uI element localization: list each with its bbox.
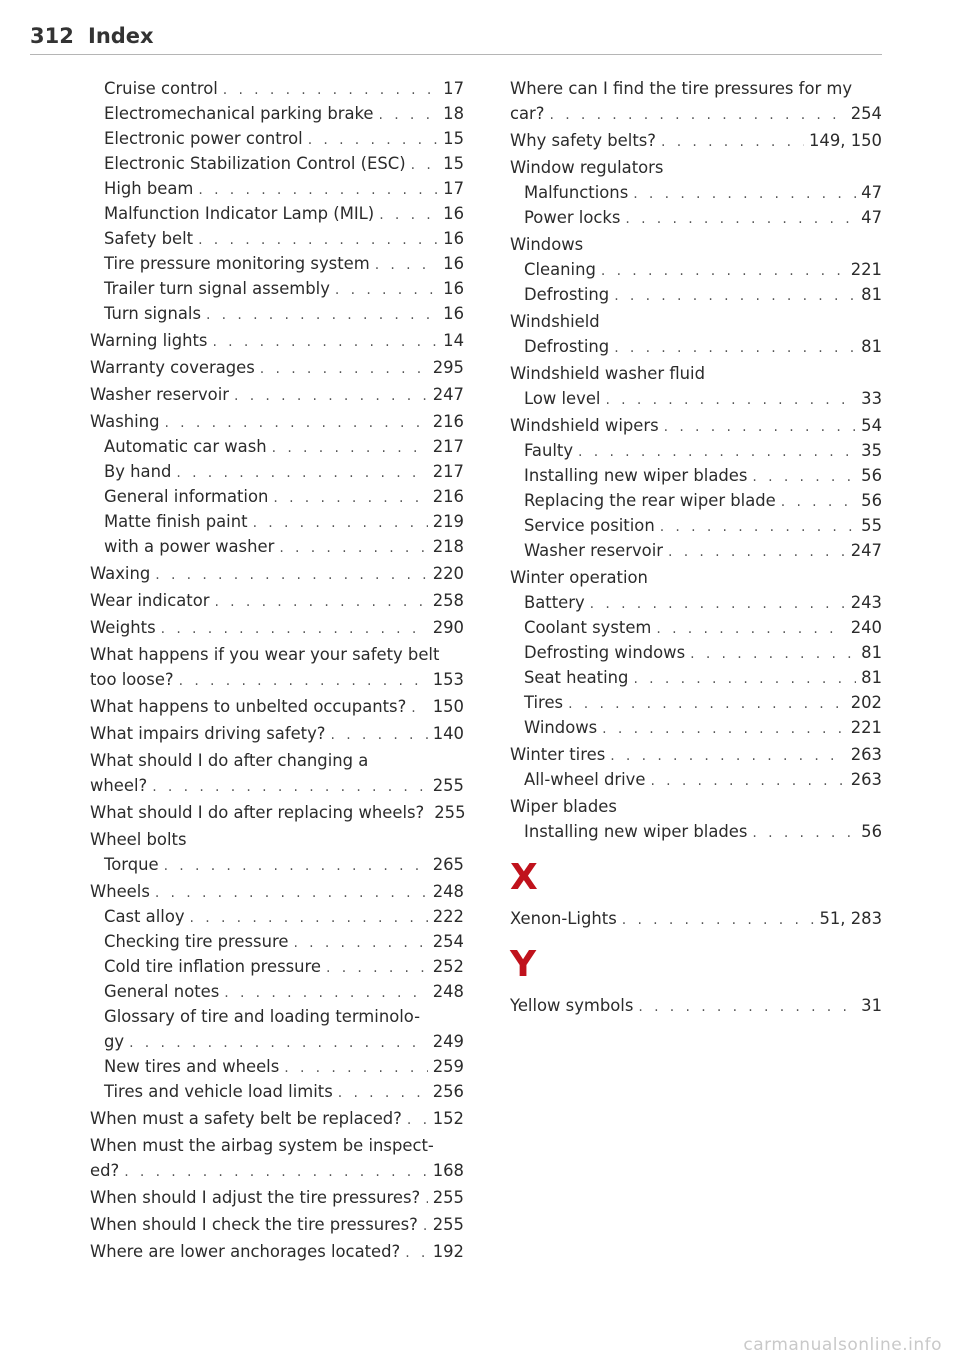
entry-term: Electronic Stabilization Control (ESC) xyxy=(104,154,406,173)
index-entry xyxy=(510,101,882,126)
page-reference[interactable]: 17 xyxy=(443,79,464,98)
index-entry xyxy=(510,513,882,538)
dot-leader xyxy=(212,330,438,355)
entry-term: General information xyxy=(104,487,269,506)
index-entry xyxy=(510,819,882,844)
index-entry xyxy=(90,852,464,877)
page-reference[interactable]: 18 xyxy=(443,104,464,123)
entry-term: General notes xyxy=(104,982,220,1001)
entry-term: When should I check the tire pressures? xyxy=(90,1215,418,1234)
page-reference[interactable]: 221 xyxy=(850,260,882,279)
entry-term: Why safety belts? xyxy=(510,131,656,150)
entry-term: Coolant system xyxy=(524,618,652,637)
entry-term: ed? xyxy=(90,1161,120,1180)
page-number: 312 xyxy=(30,24,74,48)
index-entry xyxy=(510,538,882,563)
entry-term: Defrosting xyxy=(524,337,610,356)
index-entry xyxy=(510,640,882,665)
page-reference[interactable]: 255 xyxy=(432,1188,464,1207)
entry-term: Xenon-Lights xyxy=(510,909,617,928)
dot-leader xyxy=(614,284,856,309)
dot-leader xyxy=(407,1108,428,1133)
index-entry xyxy=(510,386,882,411)
page-reference[interactable]: 216 xyxy=(432,412,464,431)
entry-term: When must a safety belt be replaced? xyxy=(90,1109,402,1128)
index-entry xyxy=(510,282,882,307)
page-reference[interactable]: 47 xyxy=(861,183,882,202)
entry-term: Installing new wiper blades xyxy=(524,822,748,841)
page-reference[interactable]: 16 xyxy=(443,229,464,248)
dot-leader xyxy=(590,592,846,617)
index-heading: When must the airbag system be inspect- xyxy=(90,1136,434,1155)
page-reference[interactable]: 248 xyxy=(432,882,464,901)
page-reference[interactable]: 255 xyxy=(432,1215,464,1234)
dot-leader xyxy=(690,642,856,667)
page-reference[interactable]: 56 xyxy=(861,466,882,485)
dot-leader xyxy=(614,336,856,361)
page-reference[interactable]: 220 xyxy=(432,564,464,583)
entry-term: Warning lights xyxy=(90,331,208,350)
page-reference[interactable]: 249 xyxy=(432,1032,464,1051)
dot-leader xyxy=(633,667,856,692)
dot-leader xyxy=(284,1056,427,1081)
page-reference[interactable]: 222 xyxy=(432,907,464,926)
index-entry xyxy=(510,463,882,488)
index-entry xyxy=(510,993,882,1018)
entry-term: wheel? xyxy=(90,776,148,795)
index-entry xyxy=(90,1029,464,1054)
dot-leader xyxy=(781,490,856,515)
entry-term: By hand xyxy=(104,462,172,481)
index-entry xyxy=(90,355,464,380)
page-reference[interactable]: 265 xyxy=(432,855,464,874)
index-entry xyxy=(90,879,464,904)
dot-leader xyxy=(260,357,428,382)
page-reference[interactable]: 15 xyxy=(443,129,464,148)
dot-leader xyxy=(161,617,428,642)
entry-term: Malfunction Indicator Lamp (MIL) xyxy=(104,204,375,223)
page-reference[interactable]: 255 xyxy=(434,803,466,822)
index-entry xyxy=(90,1054,464,1079)
dot-leader xyxy=(214,590,427,615)
page-reference[interactable]: 263 xyxy=(850,770,882,789)
page-reference[interactable]: 81 xyxy=(861,643,882,662)
dot-leader xyxy=(152,775,427,800)
dot-leader xyxy=(578,440,856,465)
page-reference[interactable]: 55 xyxy=(861,516,882,535)
entry-term: Wheels xyxy=(90,882,150,901)
index-entry xyxy=(510,413,882,438)
dot-leader xyxy=(273,486,427,511)
dot-leader xyxy=(223,78,438,103)
page-reference[interactable]: 81 xyxy=(861,285,882,304)
index-entry xyxy=(90,434,464,459)
entry-term: Electromechanical parking brake xyxy=(104,104,374,123)
index-entry xyxy=(90,251,464,276)
page-reference[interactable]: 16 xyxy=(443,204,464,223)
page-reference[interactable]: 54 xyxy=(861,416,882,435)
dot-leader xyxy=(752,821,856,846)
page-reference[interactable]: 216 xyxy=(432,487,464,506)
entry-term: Matte finish paint xyxy=(104,512,248,531)
dot-leader xyxy=(253,511,428,536)
page-reference[interactable]: 243 xyxy=(850,593,882,612)
entry-term: Tires xyxy=(524,693,564,712)
index-heading: Winter operation xyxy=(510,568,648,587)
dot-leader xyxy=(124,1160,428,1185)
page-reference[interactable]: 240 xyxy=(850,618,882,637)
index-entry xyxy=(90,509,464,534)
page-reference[interactable]: 56 xyxy=(861,822,882,841)
entry-term: Power locks xyxy=(524,208,621,227)
index-entry xyxy=(510,690,882,715)
page-reference[interactable]: 17 xyxy=(443,179,464,198)
page-header xyxy=(30,22,882,55)
page-reference[interactable]: 254 xyxy=(850,104,882,123)
index-entry xyxy=(90,773,464,798)
page-reference[interactable]: 16 xyxy=(443,279,464,298)
dot-leader xyxy=(411,696,427,721)
dot-leader xyxy=(379,203,438,228)
entry-term: Where are lower anchorages located? xyxy=(90,1242,401,1261)
dot-leader xyxy=(602,717,846,742)
page-reference[interactable]: 217 xyxy=(432,437,464,456)
index-entry xyxy=(90,667,464,692)
entry-term: What happens to unbelted occupants? xyxy=(90,697,407,716)
page-reference[interactable]: 258 xyxy=(432,591,464,610)
index-entry xyxy=(90,151,464,176)
dot-leader xyxy=(752,465,856,490)
page-reference[interactable]: 35 xyxy=(861,441,882,460)
index-entry xyxy=(90,459,464,484)
entry-term: Torque xyxy=(104,855,159,874)
entry-term: Trailer turn signal assembly xyxy=(104,279,330,298)
index-entry xyxy=(510,767,882,792)
dot-leader xyxy=(411,153,438,178)
page-reference[interactable]: 56 xyxy=(861,491,882,510)
entry-term: What impairs driving safety? xyxy=(90,724,326,743)
page-reference[interactable]: 192 xyxy=(432,1242,464,1261)
entry-term: Defrosting xyxy=(524,285,610,304)
entry-term: Checking tire pressure xyxy=(104,932,289,951)
dot-leader xyxy=(155,881,428,906)
dot-leader xyxy=(308,128,438,153)
index-entry xyxy=(90,561,464,586)
entry-term: Cruise control xyxy=(104,79,218,98)
index-heading: Where can I find the tire pressures for my xyxy=(510,79,853,98)
page-reference[interactable]: 149, 150 xyxy=(809,131,882,150)
dot-leader xyxy=(176,461,427,486)
entry-term: High beam xyxy=(104,179,194,198)
dot-leader xyxy=(129,1031,428,1056)
index-entry xyxy=(90,929,464,954)
index-entry xyxy=(90,979,464,1004)
dot-leader xyxy=(664,415,856,440)
entry-term: too loose? xyxy=(90,670,174,689)
dot-leader xyxy=(335,278,438,303)
dot-leader xyxy=(190,906,428,931)
page-reference[interactable]: 150 xyxy=(432,697,464,716)
dot-leader xyxy=(650,769,845,794)
page-reference[interactable]: 152 xyxy=(432,1109,464,1128)
page-reference[interactable]: 33 xyxy=(861,389,882,408)
page-reference[interactable]: 252 xyxy=(432,957,464,976)
page-reference[interactable]: 16 xyxy=(443,304,464,323)
index-entry xyxy=(90,800,464,825)
entry-term: Washing xyxy=(90,412,160,431)
letter-heading: Y xyxy=(510,944,537,985)
dot-leader xyxy=(331,723,428,748)
page-reference[interactable]: 51, 283 xyxy=(819,909,882,928)
index-entry xyxy=(510,488,882,513)
dot-leader xyxy=(206,303,438,328)
page-reference[interactable]: 256 xyxy=(432,1082,464,1101)
page-reference[interactable]: 259 xyxy=(432,1057,464,1076)
entry-term: with a power washer xyxy=(104,537,275,556)
page-reference[interactable]: 221 xyxy=(850,718,882,737)
dot-leader xyxy=(405,1241,427,1266)
index-entry xyxy=(90,904,464,929)
dot-leader xyxy=(625,207,856,232)
entry-term: Wear indicator xyxy=(90,591,210,610)
entry-term: Faulty xyxy=(524,441,574,460)
dot-leader xyxy=(379,103,439,128)
entry-term: Weights xyxy=(90,618,156,637)
index-entry xyxy=(510,128,882,153)
page-reference[interactable]: 14 xyxy=(443,331,464,350)
index-heading: Windshield xyxy=(510,312,600,331)
entry-term: Tire pressure monitoring system xyxy=(104,254,370,273)
index-heading: What happens if you wear your safety belt xyxy=(90,645,440,664)
index-entry xyxy=(510,715,882,740)
index-entry xyxy=(510,334,882,359)
index-entry xyxy=(90,382,464,407)
entry-term: Defrosting windows xyxy=(524,643,686,662)
entry-term: New tires and wheels xyxy=(104,1057,280,1076)
dot-leader xyxy=(550,103,846,128)
index-entry xyxy=(510,615,882,640)
index-entry xyxy=(510,180,882,205)
page-title: Index xyxy=(88,24,154,48)
index-entry xyxy=(90,588,464,613)
index-entry xyxy=(510,742,882,767)
index-entry xyxy=(90,328,464,353)
index-heading: Wheel bolts xyxy=(90,830,187,849)
dot-leader xyxy=(326,956,428,981)
index-entry xyxy=(90,101,464,126)
page-reference[interactable]: 140 xyxy=(432,724,464,743)
dot-leader xyxy=(605,388,856,413)
entry-term: Low level xyxy=(524,389,601,408)
dot-leader xyxy=(638,995,856,1020)
entry-term: All-wheel drive xyxy=(524,770,646,789)
page-reference[interactable]: 295 xyxy=(432,358,464,377)
entry-term: Installing new wiper blades xyxy=(524,466,748,485)
entry-term: Service position xyxy=(524,516,655,535)
entry-term: Replacing the rear wiper blade xyxy=(524,491,776,510)
index-entry xyxy=(90,409,464,434)
dot-leader xyxy=(164,854,428,879)
index-entry xyxy=(90,126,464,151)
dot-leader xyxy=(279,536,427,561)
index-entry xyxy=(90,615,464,640)
page-reference[interactable]: 15 xyxy=(443,154,464,173)
entry-term: Tires and vehicle load limits xyxy=(104,1082,333,1101)
page-reference[interactable]: 168 xyxy=(432,1161,464,1180)
entry-term: Warranty coverages xyxy=(90,358,255,377)
dot-leader xyxy=(164,411,427,436)
index-entry xyxy=(510,590,882,615)
entry-term: When should I adjust the tire pressures? xyxy=(90,1188,421,1207)
index-entry xyxy=(90,954,464,979)
dot-leader xyxy=(375,253,438,278)
entry-term: Battery xyxy=(524,593,585,612)
index-entry xyxy=(90,1106,464,1131)
page-reference[interactable]: 255 xyxy=(432,776,464,795)
dot-leader xyxy=(601,259,846,284)
page-reference[interactable]: 202 xyxy=(850,693,882,712)
entry-term: Cast alloy xyxy=(104,907,185,926)
index-heading: Glossary of tire and loading terminolo- xyxy=(104,1007,421,1026)
page-reference[interactable]: 81 xyxy=(861,668,882,687)
dot-leader xyxy=(198,228,438,253)
index-entry xyxy=(90,1079,464,1104)
dot-leader xyxy=(633,182,856,207)
dot-leader xyxy=(198,178,438,203)
entry-term: Windshield wipers xyxy=(510,416,659,435)
entry-term: car? xyxy=(510,104,545,123)
index-entry xyxy=(510,906,882,931)
index-entry xyxy=(90,1239,464,1264)
index-entry xyxy=(90,721,464,746)
dot-leader xyxy=(272,436,428,461)
watermark: carmanualsonline.info xyxy=(743,1335,942,1355)
dot-leader xyxy=(179,669,428,694)
entry-term: Yellow symbols xyxy=(510,996,634,1015)
dot-leader xyxy=(224,981,427,1006)
index-entry xyxy=(510,257,882,282)
index-entry xyxy=(90,484,464,509)
page-reference[interactable]: 218 xyxy=(432,537,464,556)
dot-leader xyxy=(234,384,428,409)
page-reference[interactable]: 47 xyxy=(861,208,882,227)
letter-heading: X xyxy=(510,857,538,898)
entry-term: Cold tire inflation pressure xyxy=(104,957,322,976)
index-heading: Wiper blades xyxy=(510,797,617,816)
entry-term: Electronic power control xyxy=(104,129,303,148)
index-entry xyxy=(90,76,464,101)
dot-leader xyxy=(661,130,804,155)
entry-term: Washer reservoir xyxy=(90,385,230,404)
dot-leader xyxy=(338,1081,428,1106)
dot-leader xyxy=(293,931,427,956)
index-entry xyxy=(90,301,464,326)
page-reference[interactable]: 153 xyxy=(432,670,464,689)
dot-leader xyxy=(668,540,846,565)
index-entry xyxy=(90,1158,464,1183)
page-reference[interactable]: 31 xyxy=(861,996,882,1015)
page-reference[interactable]: 247 xyxy=(432,385,464,404)
index-entry xyxy=(90,176,464,201)
dot-leader xyxy=(610,744,845,769)
page-reference[interactable]: 219 xyxy=(432,512,464,531)
dot-leader xyxy=(568,692,846,717)
entry-term: Cleaning xyxy=(524,260,596,279)
index-heading: Windshield washer fluid xyxy=(510,364,706,383)
index-entry xyxy=(90,1212,464,1237)
dot-leader xyxy=(656,617,845,642)
entry-term: Winter tires xyxy=(510,745,606,764)
entry-term: Seat heating xyxy=(524,668,629,687)
index-entry xyxy=(90,694,464,719)
page-reference[interactable]: 248 xyxy=(432,982,464,1001)
dot-leader xyxy=(622,908,815,933)
entry-term: Malfunctions xyxy=(524,183,629,202)
entry-term: Windows xyxy=(524,718,598,737)
page-reference[interactable]: 217 xyxy=(432,462,464,481)
index-entry xyxy=(90,1185,464,1210)
entry-term: Safety belt xyxy=(104,229,194,248)
entry-term: Washer reservoir xyxy=(524,541,664,560)
index-entry xyxy=(510,438,882,463)
index-heading: Windows xyxy=(510,235,584,254)
page-reference[interactable]: 81 xyxy=(861,337,882,356)
page-reference[interactable]: 290 xyxy=(432,618,464,637)
entry-term: gy xyxy=(104,1032,125,1051)
page-reference[interactable]: 247 xyxy=(850,541,882,560)
index-column-right xyxy=(510,76,882,1018)
page-reference[interactable]: 16 xyxy=(443,254,464,273)
page-reference[interactable]: 254 xyxy=(432,932,464,951)
entry-term: Automatic car wash xyxy=(104,437,267,456)
entry-term: Waxing xyxy=(90,564,151,583)
index-entry xyxy=(90,201,464,226)
index-column-left xyxy=(90,76,464,1264)
entry-term: Turn signals xyxy=(104,304,201,323)
index-entry xyxy=(510,205,882,230)
index-entry xyxy=(510,665,882,690)
dot-leader xyxy=(425,1187,428,1212)
index-entry xyxy=(90,226,464,251)
entry-term: What should I do after replacing wheels? xyxy=(90,803,425,822)
page-reference[interactable]: 263 xyxy=(850,745,882,764)
index-heading: Window regulators xyxy=(510,158,664,177)
index-entry xyxy=(90,276,464,301)
dot-leader xyxy=(423,1214,428,1239)
dot-leader xyxy=(660,515,856,540)
index-heading: What should I do after changing a xyxy=(90,751,369,770)
dot-leader xyxy=(155,563,427,588)
index-entry xyxy=(90,534,464,559)
